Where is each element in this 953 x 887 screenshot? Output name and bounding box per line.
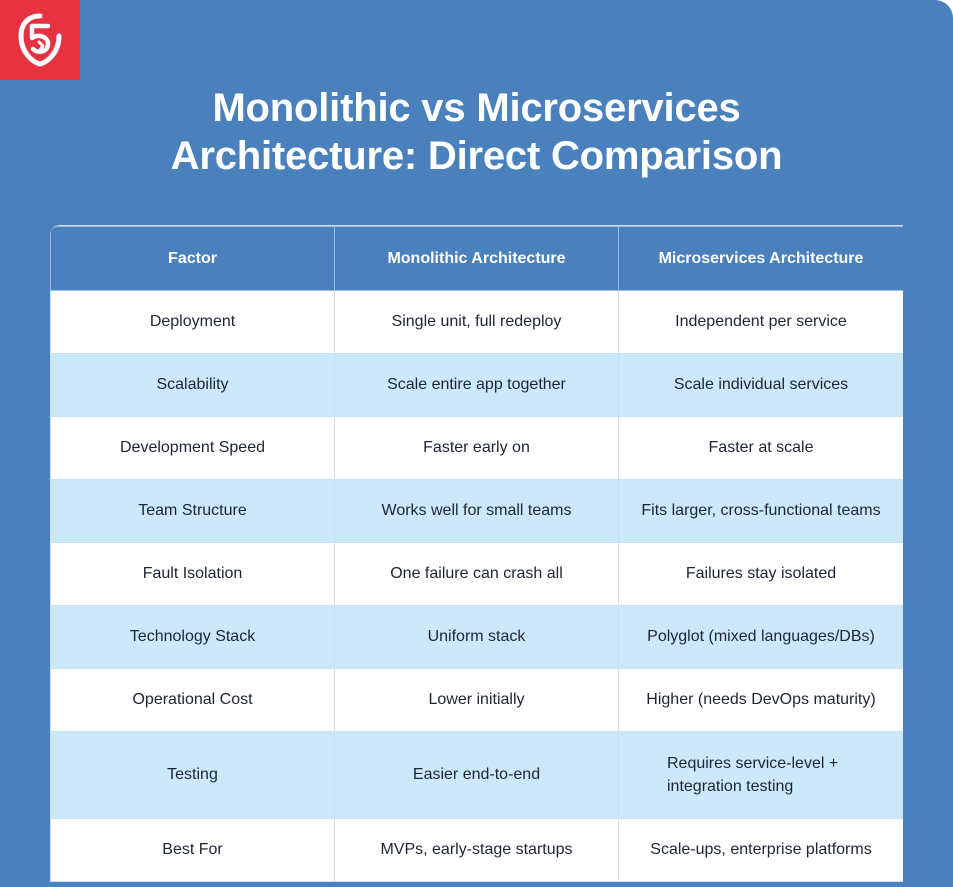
factor-cell: Scalability	[51, 354, 335, 417]
table-row	[51, 480, 904, 543]
table-row	[51, 417, 904, 480]
factor-cell: Development Speed	[51, 417, 335, 480]
microservices-cell: Fits larger, cross-functional teams	[619, 480, 904, 543]
column-header-monolithic: Monolithic Architecture	[335, 227, 619, 291]
factor-cell: Operational Cost	[51, 669, 335, 732]
table-row	[51, 606, 904, 669]
page-title-line-1: Monolithic vs Microservices	[212, 86, 741, 130]
table-row	[51, 543, 904, 606]
table-row	[51, 291, 904, 354]
microservices-cell: Higher (needs DevOps maturity)	[619, 669, 904, 732]
table-row	[51, 819, 904, 882]
monolithic-cell: One failure can crash all	[335, 543, 619, 606]
column-header-factor: Factor	[51, 227, 335, 291]
microservices-cell: Requires service-level + integration testing	[619, 732, 904, 819]
comparison-table	[50, 226, 903, 882]
factor-cell: Best For	[51, 819, 335, 882]
monolithic-cell: Lower initially	[335, 669, 619, 732]
monolithic-cell: Uniform stack	[335, 606, 619, 669]
table-row	[51, 354, 904, 417]
monolithic-cell: Works well for small teams	[335, 480, 619, 543]
monolithic-cell: Faster early on	[335, 417, 619, 480]
factor-cell: Deployment	[51, 291, 335, 354]
table-row	[51, 732, 904, 819]
monolithic-cell: MVPs, early-stage startups	[335, 819, 619, 882]
microservices-cell: Scale-ups, enterprise platforms	[619, 819, 904, 882]
table-header-row	[51, 227, 904, 291]
microservices-cell: Scale individual services	[619, 354, 904, 417]
microservices-cell: Independent per service	[619, 291, 904, 354]
microservices-cell: Polyglot (mixed languages/DBs)	[619, 606, 904, 669]
column-header-microservices: Microservices Architecture	[619, 227, 904, 291]
factor-cell: Team Structure	[51, 480, 335, 543]
table-row	[51, 669, 904, 732]
factor-cell: Testing	[51, 732, 335, 819]
monolithic-cell: Single unit, full redeploy	[335, 291, 619, 354]
brand-logo	[0, 0, 80, 80]
microservices-cell: Faster at scale	[619, 417, 904, 480]
factor-cell: Technology Stack	[51, 606, 335, 669]
page-title	[0, 84, 953, 180]
factor-cell: Fault Isolation	[51, 543, 335, 606]
monolithic-cell: Scale entire app together	[335, 354, 619, 417]
comparison-table-wrapper	[50, 225, 903, 882]
monolithic-cell: Easier end-to-end	[335, 732, 619, 819]
page-title-line-2: Architecture: Direct Comparison	[170, 134, 783, 178]
brand-logo-icon	[14, 12, 66, 68]
microservices-cell: Failures stay isolated	[619, 543, 904, 606]
